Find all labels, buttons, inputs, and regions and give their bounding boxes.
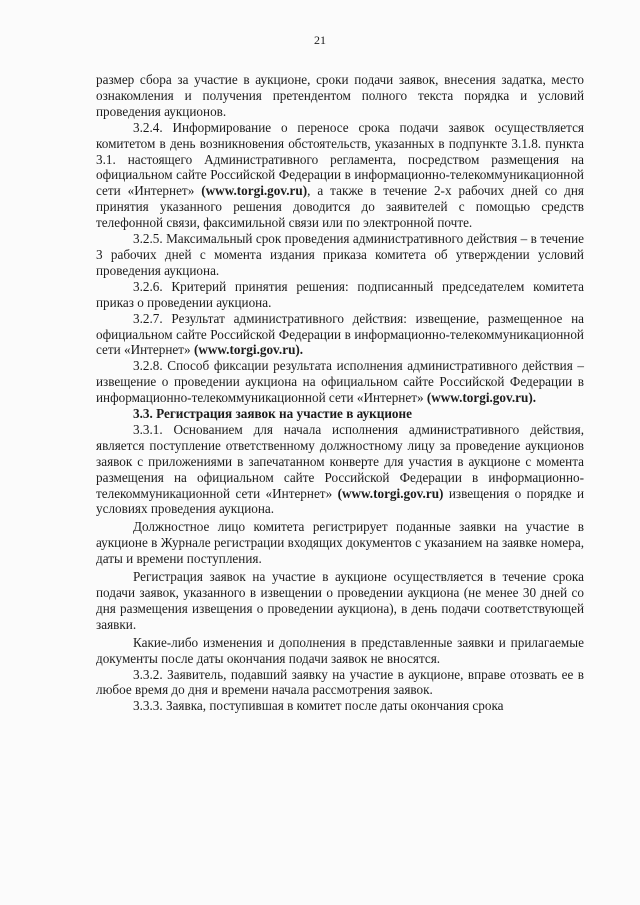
paragraph-3-3-3: 3.3.3. Заявка, поступившая в комитет после даты окончания срока bbox=[133, 698, 504, 714]
paragraph-3-2-8-text: 3.2.8. Способ фиксации результата исполнения административного действия – извещение о проведении аукциона на официальном сайте Российской Федерации в информационно-телекоммуникационной сети «Интернет» bbox=[96, 358, 584, 406]
paragraph-registration-period: Регистрация заявок на участие в аукционе осуществляется в течение срока подачи заявок, указанного в извещении о проведении аукциона (не менее 30 дней со дня размещения извещения о проведении аукциона), в день подачи соответствующей заявки. bbox=[96, 569, 584, 632]
paragraph-registration: Должностное лицо комитета регистрирует поданные заявки на участие в аукционе в Журнале регистрации входящих документов с указанием на заявке номера, даты и времени поступления. bbox=[96, 519, 584, 567]
page-number: 21 bbox=[314, 33, 326, 47]
paragraph-3-2-6: 3.2.6. Критерий принятия решения: подписанный председателем комитета приказ о проведении аукциона. bbox=[96, 278, 584, 310]
torgi-link-1: (www.torgi.gov.ru) bbox=[201, 183, 308, 199]
paragraph-3-3-1-text: 3.3.1. Основанием для начала исполнения административного действия, является поступление ответственному должностному лицу за проведение аукционов заявок с приложениями в запечатанном конверте для участия в аукционе с момента размещения на официальном сайте Российской Федерации в информационно-телекоммуникационной сети «Интернет» bbox=[96, 421, 584, 501]
document-body bbox=[96, 72, 584, 714]
paragraph-3-2-8 bbox=[96, 358, 584, 406]
paragraph-no-changes: Какие-либо изменения и дополнения в представленные заявки и прилагаемые документы после даты окончания подачи заявок не вносятся. bbox=[96, 634, 584, 666]
paragraph-p0: размер сбора за участие в аукционе, сроки подачи заявок, внесения задатка, место ознакомления и получения претендентом полного текста порядка и условий проведения аукционов. bbox=[96, 72, 584, 119]
paragraph-3-3-2: 3.3.2. Заявитель, подавший заявку на участие в аукционе, вправе отозвать ее в любое время до дня и времени начала рассмотрения заявок. bbox=[96, 666, 584, 698]
paragraph-3-2-7-text: 3.2.7. Результат административного действия: извещение, размещенное на официальном сайте Российской Федерации в информационно-телекоммуникационной сети «Интернет» bbox=[96, 310, 584, 358]
paragraph-3-3-1 bbox=[96, 422, 584, 517]
paragraph-3-2-5: 3.2.5. Максимальный срок проведения административного действия – в течение 3 рабочих дней с момента издания приказа комитета об утверждении условий проведения аукциона. bbox=[96, 231, 584, 278]
torgi-link-3: (www.torgi.gov.ru). bbox=[426, 390, 537, 406]
paragraph-3-2-7 bbox=[96, 311, 584, 359]
paragraph-3-2-4-tail: , а также в течение 2-х рабочих дней со дня принятия указанного решения доводится до заявителей с помощью средств телефонной связи, факсимильной связи или по электронной почте. bbox=[96, 183, 584, 231]
section-heading-3-3: 3.3. Регистрация заявок на участие в аукционе bbox=[133, 406, 412, 422]
paragraph-3-2-4-text: 3.2.4. Информирование о переносе срока подачи заявок осуществляется комитетом в день возникновения обстоятельств, указанных в подпункте 3.1.8. пункта 3.1. настоящего Административного регламента, посредством размещения на официальном сайте Российской Федерации в информационно-телекоммуникационной сети «Интернет» bbox=[96, 119, 584, 199]
torgi-link-2: (www.torgi.gov.ru). bbox=[193, 342, 304, 358]
torgi-link-4: (www.torgi.gov.ru) bbox=[337, 485, 444, 501]
paragraph-3-3-1-tail: извещения о порядке и условиях проведения аукциона. bbox=[96, 485, 585, 517]
paragraph-3-2-4 bbox=[96, 120, 584, 231]
